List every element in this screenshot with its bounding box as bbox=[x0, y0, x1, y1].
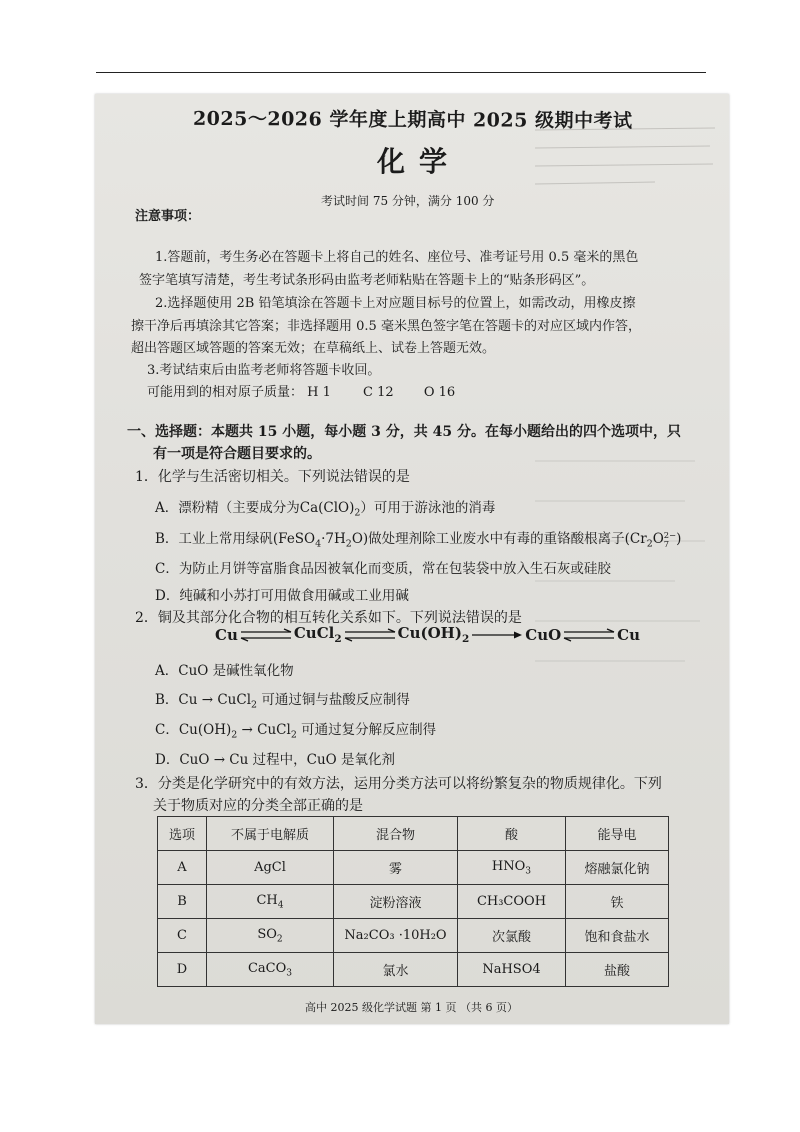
table-cell: 氯水 bbox=[334, 953, 458, 987]
q1-option-a bbox=[155, 496, 495, 519]
q2-b-sub: 2 bbox=[251, 699, 258, 711]
reversible-arrow-icon bbox=[239, 628, 293, 642]
chain-cuoh2-text: Cu(OH) bbox=[397, 624, 462, 642]
q1-b-text-end: ) bbox=[676, 531, 682, 547]
atomic-mass-label: 可能用到的相对原子质量： bbox=[147, 385, 304, 400]
table-cell: 次氯酸 bbox=[458, 919, 566, 953]
atomic-mass-c: C 12 bbox=[363, 385, 394, 400]
notice-line-1: 1.答题前，考生务必在答题卡上将自己的姓名、座位号、准考证号用 0.5 毫米的黑色 bbox=[155, 250, 639, 265]
exam-time-info: 考试时间 75 分钟，满分 100 分 bbox=[321, 194, 495, 208]
table-cell: 盐酸 bbox=[566, 953, 669, 987]
q1-option-b bbox=[155, 527, 681, 550]
chain-cu-end: Cu bbox=[617, 625, 641, 644]
q2-stem: 2．铜及其部分化合物的相互转化关系如下。下列说法错误的是 bbox=[135, 610, 522, 626]
cell-sub: 3 bbox=[525, 866, 532, 877]
table-header: 混合物 bbox=[334, 817, 458, 851]
subject-title: 化学 bbox=[377, 145, 462, 178]
atomic-mass-h: H 1 bbox=[307, 385, 331, 400]
table-cell: C bbox=[158, 919, 207, 953]
table-cell bbox=[207, 953, 334, 987]
atomic-mass-line bbox=[147, 381, 455, 400]
chain-cucl2 bbox=[294, 624, 342, 645]
cell-text: HNO bbox=[491, 858, 526, 874]
q2-b-text: B．Cu → CuCl bbox=[155, 692, 252, 708]
section-1-heading: 一、选择题：本题共 15 小题，每小题 3 分，共 45 分。在每小题给出的四个选项中，只 bbox=[127, 424, 681, 440]
bleed-through-text bbox=[535, 122, 720, 218]
table-cell: D bbox=[158, 953, 207, 987]
q3-classification-table bbox=[157, 816, 669, 987]
cell-sub: 2 bbox=[276, 934, 283, 945]
q1-b-sup: 2− bbox=[663, 530, 677, 541]
bleed-through-text-2 bbox=[535, 449, 725, 708]
table-cell: NaHSO4 bbox=[458, 953, 566, 987]
q1-b-mid3: O bbox=[652, 531, 664, 547]
forward-arrow-icon bbox=[470, 628, 524, 642]
table-row bbox=[158, 885, 669, 919]
q2-option-a: A．CuO 是碱性氧化物 bbox=[155, 663, 294, 679]
table-cell: Na₂CO₃ ·10H₂O bbox=[334, 919, 458, 953]
reversible-arrow-icon bbox=[343, 628, 397, 642]
q2-c-text-end: 可通过复分解反应制得 bbox=[296, 722, 437, 738]
chain-cucl2-sub: 2 bbox=[334, 633, 342, 645]
table-cell: 雾 bbox=[334, 851, 458, 885]
table-row bbox=[158, 919, 669, 953]
q2-reaction-chain bbox=[215, 624, 640, 645]
table-cell: 淀粉溶液 bbox=[334, 885, 458, 919]
chain-cu: Cu bbox=[215, 625, 238, 644]
q1-b-sub2: 2 bbox=[345, 538, 352, 550]
top-rule bbox=[96, 72, 706, 73]
chain-cucl2-text: CuCl bbox=[293, 624, 335, 642]
table-row bbox=[158, 851, 669, 885]
table-header: 选项 bbox=[158, 817, 207, 851]
table-cell bbox=[458, 851, 566, 885]
table-header: 不属于电解质 bbox=[207, 817, 334, 851]
cell-text: CaCO bbox=[247, 960, 287, 976]
chain-cuo: CuO bbox=[525, 625, 562, 644]
q2-c-sub2: 2 bbox=[290, 729, 297, 741]
q1-b-charge bbox=[664, 531, 676, 548]
table-cell: A bbox=[158, 851, 207, 885]
q1-b-sub1: 4 bbox=[315, 538, 322, 550]
cell-text: CH bbox=[256, 892, 278, 908]
table-cell: B bbox=[158, 885, 207, 919]
section-1-heading-cont: 有一项是符合题目要求的。 bbox=[153, 446, 321, 462]
q1-b-text: B．工业上常用绿矾(FeSO bbox=[155, 531, 316, 547]
table-cell: 铁 bbox=[566, 885, 669, 919]
table-cell: AgCl bbox=[207, 851, 334, 885]
notice-line-4: 擦干净后再填涂其它答案；非选择题用 0.5 毫米黑色签字笔在答题卡的对应区域内作答， bbox=[131, 319, 641, 334]
table-cell: 熔融氯化钠 bbox=[566, 851, 669, 885]
q1-a-text: A．漂粉精（主要成分为Ca(ClO) bbox=[155, 500, 355, 516]
q1-b-sub3: 2 bbox=[646, 538, 653, 550]
q2-option-c bbox=[155, 718, 436, 741]
notice-line-2: 签字笔填写清楚，考生考试条形码由监考老师粘贴在答题卡上的“贴条形码区”。 bbox=[139, 273, 595, 288]
cell-sub: 4 bbox=[277, 900, 284, 911]
atomic-mass-o: O 16 bbox=[423, 385, 456, 400]
notice-heading: 注意事项： bbox=[135, 209, 201, 224]
chain-cuoh2-sub: 2 bbox=[461, 633, 470, 645]
table-cell: CH₃COOH bbox=[458, 885, 566, 919]
q1-stem: 1．化学与生活密切相关。下列说法错误的是 bbox=[135, 469, 410, 485]
notice-line-6: 3.考试结束后由监考老师将答题卡收回。 bbox=[147, 363, 381, 378]
table-cell: 饱和食盐水 bbox=[566, 919, 669, 953]
q1-option-d: D．纯碱和小苏打可用做食用碱或工业用碱 bbox=[155, 588, 409, 604]
table-header-row bbox=[158, 817, 669, 851]
q1-b-sub4: 7 bbox=[663, 538, 670, 549]
q2-c-text: C．Cu(OH) bbox=[155, 722, 232, 738]
chain-cuoh2 bbox=[398, 624, 470, 645]
page-footer: 高中 2025 级化学试题 第 1 页 （共 6 页） bbox=[305, 1001, 518, 1014]
q1-b-mid2: O)做处理剂除工业废水中有毒的重铬酸根离子(Cr bbox=[351, 531, 647, 547]
table-cell bbox=[207, 919, 334, 953]
table-row bbox=[158, 953, 669, 987]
q1-option-c: C．为防止月饼等富脂食品因被氧化而变质，常在包装袋中放入生石灰或硅胶 bbox=[155, 561, 611, 577]
q1-b-mid: ·7H bbox=[321, 531, 346, 547]
q3-stem-cont: 关于物质对应的分类全部正确的是 bbox=[153, 798, 363, 814]
q3-stem: 3．分类是化学研究中的有效方法，运用分类方法可以将纷繁复杂的物质规律化。下列 bbox=[135, 776, 662, 792]
table-header: 能导电 bbox=[566, 817, 669, 851]
q2-b-text-end: 可通过铜与盐酸反应制得 bbox=[257, 692, 410, 708]
bleed-through-marks bbox=[535, 122, 720, 212]
q1-a-text-end: ）可用于游泳池的消毒 bbox=[360, 500, 496, 516]
table-header: 酸 bbox=[458, 817, 566, 851]
reversible-arrow-icon bbox=[562, 628, 616, 642]
q2-option-b bbox=[155, 688, 410, 711]
table-cell bbox=[207, 885, 334, 919]
cell-text: SO bbox=[257, 926, 277, 942]
q2-c-mid: → CuCl bbox=[237, 722, 291, 738]
q2-option-d: D．CuO → Cu 过程中，CuO 是氧化剂 bbox=[155, 752, 396, 768]
exam-paper bbox=[95, 94, 729, 1024]
notice-line-5: 超出答题区域答题的答案无效；在草稿纸上、试卷上答题无效。 bbox=[131, 341, 496, 356]
notice-line-3: 2.选择题使用 2B 铅笔填涂在答题卡上对应题目标号的位置上，如需改动，用橡皮擦 bbox=[155, 296, 636, 311]
exam-title: 2025～2026 学年度上期高中 2025 级期中考试 bbox=[192, 107, 633, 133]
q1-a-sub: 2 bbox=[354, 507, 361, 519]
cell-sub: 3 bbox=[286, 968, 293, 979]
q2-c-sub1: 2 bbox=[231, 729, 238, 741]
